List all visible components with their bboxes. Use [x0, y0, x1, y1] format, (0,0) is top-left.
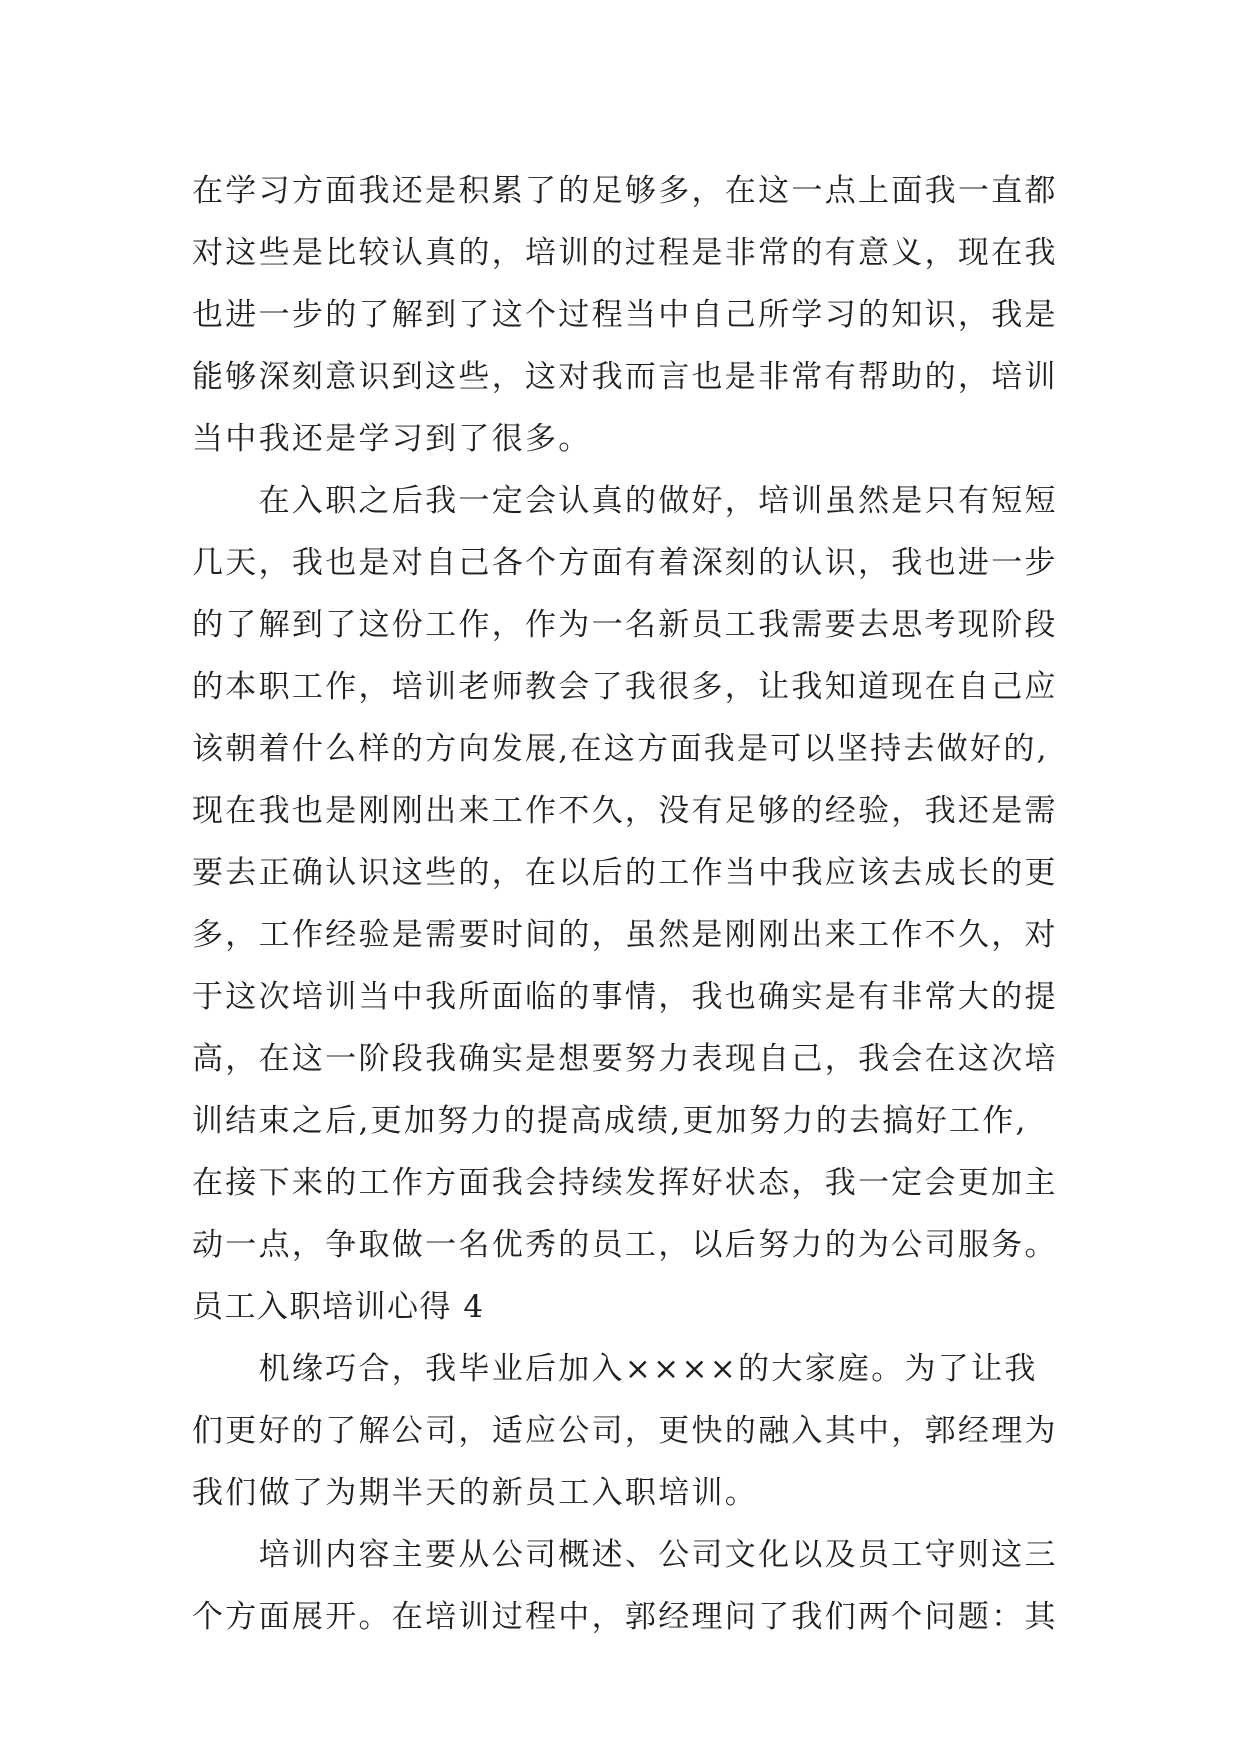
text-line: 在接下来的工作方面我会持续发挥好状态，我一定会更加主 — [192, 1165, 1058, 1201]
text-line: 的本职工作，培训老师教会了我很多，让我知道现在自己应 — [192, 669, 1058, 705]
body-text — [192, 160, 1072, 1648]
text-line: 在入职之后我一定会认真的做好，培训虽然是只有短短 — [192, 483, 1058, 519]
text-line: 在学习方面我还是积累了的足够多，在这一点上面我一直都 — [192, 173, 1058, 209]
text-line: 该朝着什么样的方向发展,在这方面我是可以坚持去做好的, — [192, 731, 1049, 767]
text-line: 个方面展开。在培训过程中，郭经理问了我们两个问题：其 — [192, 1599, 1058, 1635]
text-line: 要去正确认识这些的，在以后的工作当中我应该去成长的更 — [192, 855, 1058, 891]
text-line: 培训内容主要从公司概述、公司文化以及员工守则这三 — [192, 1537, 1058, 1573]
text-line: 动一点，争取做一名优秀的员工，以后努力的为公司服务。 — [192, 1227, 1058, 1263]
section-heading: 员工入职培训心得 4 — [192, 1289, 485, 1325]
text-line: 现在我也是刚刚出来工作不久，没有足够的经验，我还是需 — [192, 793, 1058, 829]
text-line: 对这些是比较认真的，培训的过程是非常的有意义，现在我 — [192, 235, 1058, 271]
text-line: 也进一步的了解到了这个过程当中自己所学习的知识，我是 — [192, 297, 1058, 333]
text-line: 多，工作经验是需要时间的，虽然是刚刚出来工作不久，对 — [192, 917, 1058, 953]
text-line: 能够深刻意识到这些，这对我而言也是非常有帮助的，培训 — [192, 359, 1058, 395]
text-line: 高，在这一阶段我确实是想要努力表现自己，我会在这次培 — [192, 1041, 1058, 1077]
text-line: 们更好的了解公司，适应公司，更快的融入其中，郭经理为 — [192, 1413, 1058, 1449]
text-line: 当中我还是学习到了很多。 — [192, 421, 592, 457]
text-line: 的了解到了这份工作，作为一名新员工我需要去思考现阶段 — [192, 607, 1058, 643]
text-line: 于这次培训当中我所面临的事情，我也确实是有非常大的提 — [192, 979, 1058, 1015]
text-line: 我们做了为期半天的新员工入职培训。 — [192, 1475, 759, 1511]
text-line: 几天，我也是对自己各个方面有着深刻的认识，我也进一步 — [192, 545, 1058, 581]
text-line: 训结束之后,更加努力的提高成绩,更加努力的去搞好工作, — [192, 1103, 1028, 1139]
text-line: 机缘巧合，我毕业后加入××××的大家庭。为了让我 — [192, 1351, 1038, 1387]
